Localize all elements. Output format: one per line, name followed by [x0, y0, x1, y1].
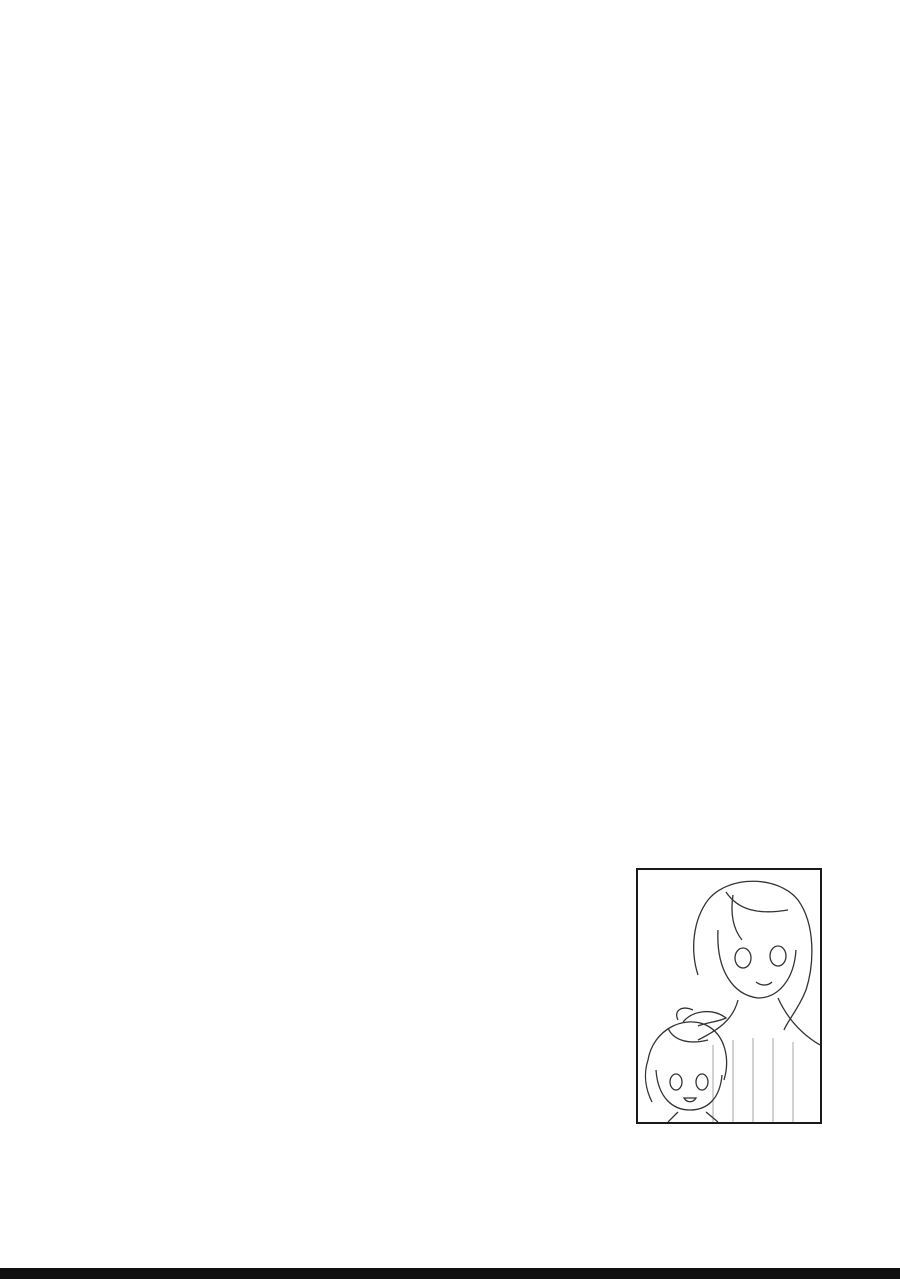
star-flower-chain-icon [0, 0, 900, 40]
portrait-frame [636, 868, 822, 1124]
scroll-ornament-icon [0, 1206, 900, 1268]
mother-daughter-illustration-icon [638, 870, 820, 1122]
bottom-edge-bar [0, 1268, 900, 1279]
